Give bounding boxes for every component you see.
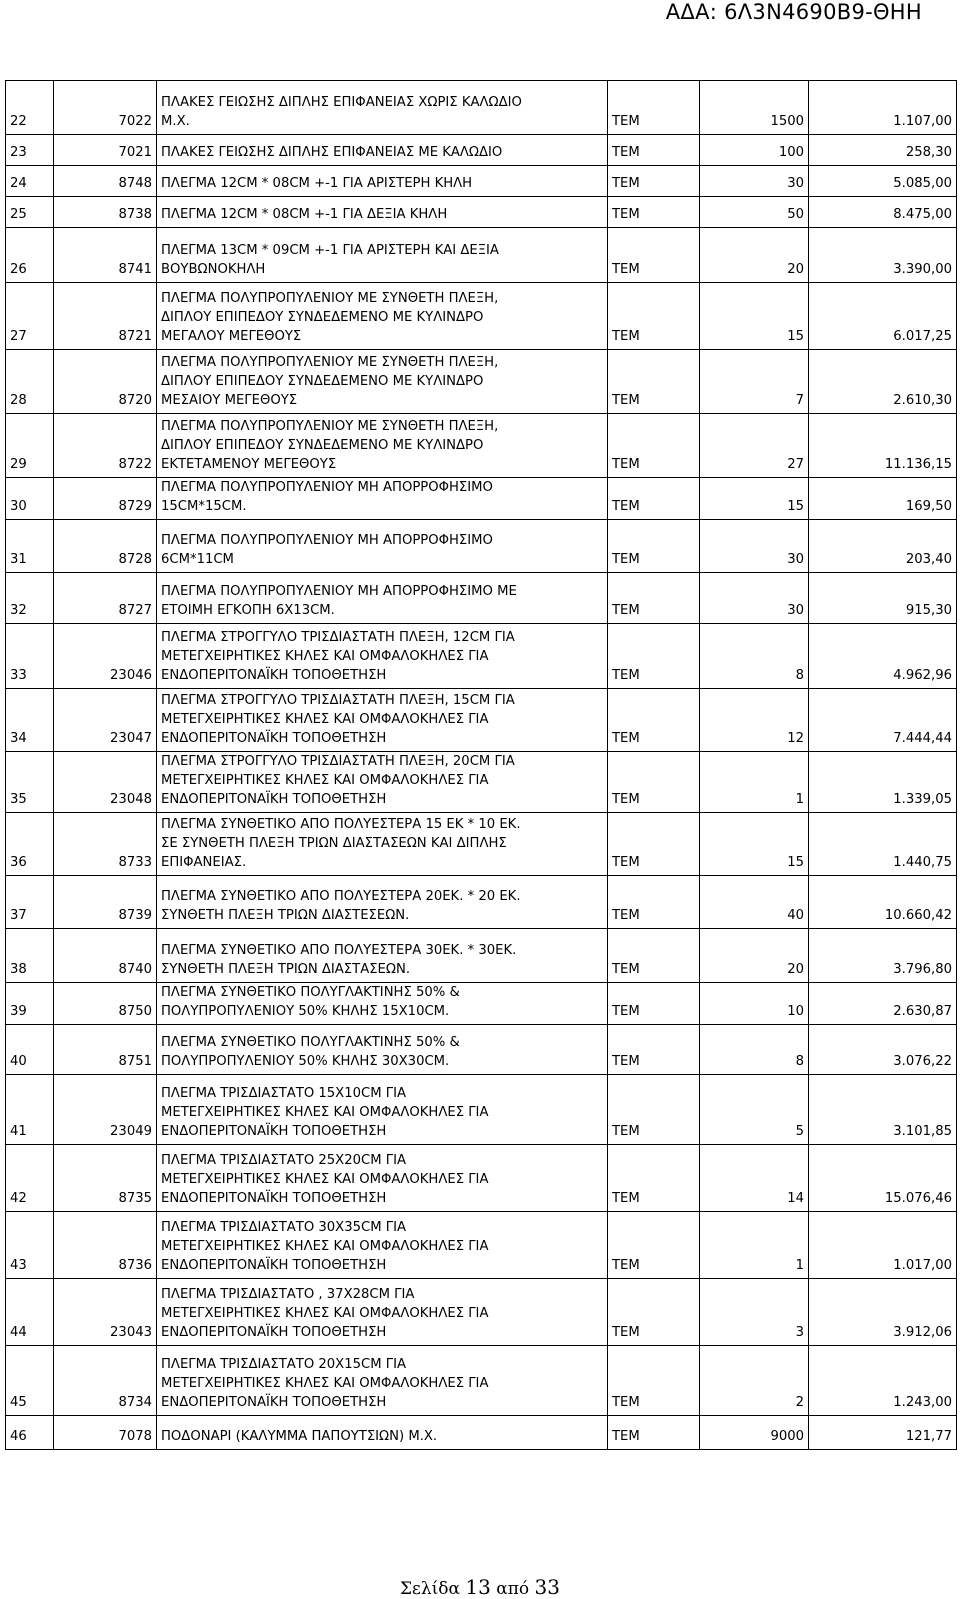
item-unit: ΤΕΜ — [608, 1416, 700, 1450]
table-row — [6, 624, 957, 689]
item-description: ΠΛΕΓΜΑ ΠΟΛΥΠΡΟΠΥΛΕΝΙΟΥ ΜΕ ΣΥΝΘΕΤΗ ΠΛΕΞΗ, ΔΙΠΛΟΥ ΕΠΙΠΕΔΟΥ ΣΥΝΔΕΔΕΜΕΝΟ ΜΕ ΚΥΛΙΝΔΡΟ ΜΕΣΑΙΟΥ ΜΕΓΕΘΟΥΣ — [157, 350, 608, 414]
item-description: ΠΛΕΓΜΑ ΤΡΙΣΔΙΑΣΤΑΤΟ 20Χ15CM ΓΙΑ ΜΕΤΕΓΧΕΙΡΗΤΙΚΕΣ ΚΗΛΕΣ ΚΑΙ ΟΜΦΑΛΟΚΗΛΕΣ ΓΙΑ ΕΝΔΟΠΕΡΙΤΟΝΑΪΚΗ ΤΟΠΟΘΕΤΗΣΗ — [157, 1346, 608, 1416]
item-code: 8751 — [54, 1025, 157, 1075]
item-price: 3.390,00 — [809, 228, 957, 283]
table-row — [6, 983, 957, 1025]
page-total: 33 — [534, 1575, 560, 1599]
table-row — [6, 166, 957, 197]
item-description: ΠΛΕΓΜΑ ΣΤΡΟΓΓΥΛΟ ΤΡΙΣΔΙΑΣΤΑΤΗ ΠΛΕΞΗ, 20CM ΓΙΑ ΜΕΤΕΓΧΕΙΡΗΤΙΚΕΣ ΚΗΛΕΣ ΚΑΙ ΟΜΦΑΛΟΚΗΛΕΣ ΓΙΑ ΕΝΔΟΠΕΡΙΤΟΝΑΪΚΗ ΤΟΠΟΘΕΤΗΣΗ — [157, 752, 608, 813]
table-row — [6, 135, 957, 166]
item-code: 7021 — [54, 135, 157, 166]
item-unit: ΤΕΜ — [608, 1025, 700, 1075]
item-description: ΠΛΕΓΜΑ ΠΟΛΥΠΡΟΠΥΛΕΝΙΟΥ ΜΕ ΣΥΝΘΕΤΗ ΠΛΕΞΗ, ΔΙΠΛΟΥ ΕΠΙΠΕΔΟΥ ΣΥΝΔΕΔΕΜΕΝΟ ΜΕ ΚΥΛΙΝΔΡΟ ΕΚΤΕΤΑΜΕΝΟΥ ΜΕΓΕΘΟΥΣ — [157, 414, 608, 478]
table-row — [6, 1025, 957, 1075]
item-price: 3.796,80 — [809, 929, 957, 983]
item-code: 8735 — [54, 1145, 157, 1212]
item-unit: ΤΕΜ — [608, 520, 700, 573]
item-quantity: 7 — [700, 350, 809, 414]
item-number: 35 — [6, 752, 54, 813]
item-number: 45 — [6, 1346, 54, 1416]
item-quantity: 30 — [700, 166, 809, 197]
table-row — [6, 350, 957, 414]
item-code: 8720 — [54, 350, 157, 414]
item-code: 8733 — [54, 813, 157, 876]
item-quantity: 50 — [700, 197, 809, 228]
item-number: 31 — [6, 520, 54, 573]
item-number: 41 — [6, 1075, 54, 1145]
item-price: 3.076,22 — [809, 1025, 957, 1075]
item-number: 30 — [6, 478, 54, 520]
item-description: ΠΛΕΓΜΑ ΣΥΝΘΕΤΙΚΟ ΑΠΟ ΠΟΛΥΕΣΤΕΡΑ 20ΕΚ. * 20 ΕΚ. ΣΥΝΘΕΤΗ ΠΛΕΞΗ ΤΡΙΩΝ ΔΙΑΣΤΕΣΕΩΝ. — [157, 876, 608, 929]
item-price: 1.440,75 — [809, 813, 957, 876]
item-code: 8736 — [54, 1212, 157, 1279]
item-code: 7078 — [54, 1416, 157, 1450]
item-unit: ΤΕΜ — [608, 166, 700, 197]
item-price: 2.630,87 — [809, 983, 957, 1025]
item-unit: ΤΕΜ — [608, 983, 700, 1025]
item-unit: ΤΕΜ — [608, 283, 700, 350]
page-of-label: από — [496, 1579, 530, 1599]
item-number: 44 — [6, 1279, 54, 1346]
table-row — [6, 197, 957, 228]
page-label: Σελίδα — [400, 1579, 460, 1599]
item-price: 1.243,00 — [809, 1346, 957, 1416]
item-code: 8722 — [54, 414, 157, 478]
item-quantity: 2 — [700, 1346, 809, 1416]
item-quantity: 20 — [700, 929, 809, 983]
item-price: 1.017,00 — [809, 1212, 957, 1279]
item-unit: ΤΕΜ — [608, 624, 700, 689]
item-code: 8741 — [54, 228, 157, 283]
item-code: 8738 — [54, 197, 157, 228]
item-price: 3.912,06 — [809, 1279, 957, 1346]
item-price: 169,50 — [809, 478, 957, 520]
item-unit: ΤΕΜ — [608, 414, 700, 478]
item-code: 23047 — [54, 689, 157, 752]
item-price: 203,40 — [809, 520, 957, 573]
page-number: 13 — [465, 1575, 491, 1599]
table-row — [6, 1279, 957, 1346]
table-row — [6, 752, 957, 813]
item-number: 23 — [6, 135, 54, 166]
item-number: 25 — [6, 197, 54, 228]
item-number: 28 — [6, 350, 54, 414]
item-quantity: 9000 — [700, 1416, 809, 1450]
item-unit: ΤΕΜ — [608, 81, 700, 135]
item-description: ΠΛΑΚΕΣ ΓΕΙΩΣΗΣ ΔΙΠΛΗΣ ΕΠΙΦΑΝΕΙΑΣ ΧΩΡΙΣ ΚΑΛΩΔΙΟ Μ.Χ. — [157, 81, 608, 135]
item-quantity: 1500 — [700, 81, 809, 135]
item-price: 15.076,46 — [809, 1145, 957, 1212]
item-description: ΠΛΕΓΜΑ ΤΡΙΣΔΙΑΣΤΑΤΟ 15Χ10CM ΓΙΑ ΜΕΤΕΓΧΕΙΡΗΤΙΚΕΣ ΚΗΛΕΣ ΚΑΙ ΟΜΦΑΛΟΚΗΛΕΣ ΓΙΑ ΕΝΔΟΠΕΡΙΤΟΝΑΪΚΗ ΤΟΠΟΘΕΤΗΣΗ — [157, 1075, 608, 1145]
table-row — [6, 283, 957, 350]
item-unit: ΤΕΜ — [608, 689, 700, 752]
item-unit: ΤΕΜ — [608, 228, 700, 283]
page-footer — [0, 1575, 960, 1599]
item-description: ΠΛΕΓΜΑ 12CM * 08CM +-1 ΓΙΑ ΔΕΞΙΑ ΚΗΛΗ — [157, 197, 608, 228]
item-quantity: 20 — [700, 228, 809, 283]
item-description: ΠΛΕΓΜΑ 13CM * 09CM +-1 ΓΙΑ ΑΡΙΣΤΕΡΗ ΚΑΙ ΔΕΞΙΑ ΒΟΥΒΩΝΟΚΗΛΗ — [157, 228, 608, 283]
item-quantity: 12 — [700, 689, 809, 752]
item-code: 8721 — [54, 283, 157, 350]
item-code: 23043 — [54, 1279, 157, 1346]
item-number: 33 — [6, 624, 54, 689]
item-number: 29 — [6, 414, 54, 478]
table-row — [6, 228, 957, 283]
item-quantity: 1 — [700, 752, 809, 813]
item-unit: ΤΕΜ — [608, 478, 700, 520]
item-number: 34 — [6, 689, 54, 752]
item-price: 121,77 — [809, 1416, 957, 1450]
item-code: 8750 — [54, 983, 157, 1025]
item-unit: ΤΕΜ — [608, 135, 700, 166]
item-number: 24 — [6, 166, 54, 197]
item-description: ΠΛΕΓΜΑ ΠΟΛΥΠΡΟΠΥΛΕΝΙΟΥ ΜΕ ΣΥΝΘΕΤΗ ΠΛΕΞΗ, ΔΙΠΛΟΥ ΕΠΙΠΕΔΟΥ ΣΥΝΔΕΔΕΜΕΝΟ ΜΕ ΚΥΛΙΝΔΡΟ ΜΕΓΑΛΟΥ ΜΕΓΕΘΟΥΣ — [157, 283, 608, 350]
item-number: 32 — [6, 573, 54, 624]
table-row — [6, 414, 957, 478]
item-number: 38 — [6, 929, 54, 983]
item-unit: ΤΕΜ — [608, 1075, 700, 1145]
ada-code: ΑΔΑ: 6Λ3Ν4690Β9-ΘΗΗ — [665, 0, 922, 24]
item-description: ΠΛΑΚΕΣ ΓΕΙΩΣΗΣ ΔΙΠΛΗΣ ΕΠΙΦΑΝΕΙΑΣ ΜΕ ΚΑΛΩΔΙΟ — [157, 135, 608, 166]
table-row — [6, 81, 957, 135]
item-description: ΠΛΕΓΜΑ ΣΤΡΟΓΓΥΛΟ ΤΡΙΣΔΙΑΣΤΑΤΗ ΠΛΕΞΗ, 12CM ΓΙΑ ΜΕΤΕΓΧΕΙΡΗΤΙΚΕΣ ΚΗΛΕΣ ΚΑΙ ΟΜΦΑΛΟΚΗΛΕΣ ΓΙΑ ΕΝΔΟΠΕΡΙΤΟΝΑΪΚΗ ΤΟΠΟΘΕΤΗΣΗ — [157, 624, 608, 689]
table-row — [6, 689, 957, 752]
item-description: ΠΛΕΓΜΑ ΠΟΛΥΠΡΟΠΥΛΕΝΙΟΥ ΜΗ ΑΠΟΡΡΟΦΗΣΙΜΟ 6CM*11CM — [157, 520, 608, 573]
item-code: 8729 — [54, 478, 157, 520]
item-price: 6.017,25 — [809, 283, 957, 350]
item-quantity: 1 — [700, 1212, 809, 1279]
table-row — [6, 1212, 957, 1279]
item-description: ΠΛΕΓΜΑ ΤΡΙΣΔΙΑΣΤΑΤΟ 30Χ35CM ΓΙΑ ΜΕΤΕΓΧΕΙΡΗΤΙΚΕΣ ΚΗΛΕΣ ΚΑΙ ΟΜΦΑΛΟΚΗΛΕΣ ΓΙΑ ΕΝΔΟΠΕΡΙΤΟΝΑΪΚΗ ΤΟΠΟΘΕΤΗΣΗ — [157, 1212, 608, 1279]
item-description: ΠΟΔΟΝΑΡΙ (ΚΑΛΥΜΜΑ ΠΑΠΟΥΤΣΙΩΝ) Μ.Χ. — [157, 1416, 608, 1450]
table-row — [6, 478, 957, 520]
item-quantity: 40 — [700, 876, 809, 929]
item-price: 7.444,44 — [809, 689, 957, 752]
item-quantity: 27 — [700, 414, 809, 478]
item-code: 8734 — [54, 1346, 157, 1416]
items-table-body — [6, 81, 957, 1450]
item-quantity: 8 — [700, 624, 809, 689]
item-number: 22 — [6, 81, 54, 135]
item-unit: ΤΕΜ — [608, 1212, 700, 1279]
item-code: 8748 — [54, 166, 157, 197]
item-price: 1.339,05 — [809, 752, 957, 813]
item-price: 915,30 — [809, 573, 957, 624]
item-quantity: 30 — [700, 573, 809, 624]
table-row — [6, 1075, 957, 1145]
item-number: 26 — [6, 228, 54, 283]
item-price: 258,30 — [809, 135, 957, 166]
item-unit: ΤΕΜ — [608, 1279, 700, 1346]
item-description: ΠΛΕΓΜΑ ΠΟΛΥΠΡΟΠΥΛΕΝΙΟΥ ΜΗ ΑΠΟΡΡΟΦΗΣΙΜΟ ΜΕ ΕΤΟΙΜΗ ΕΓΚΟΠΗ 6Χ13CM. — [157, 573, 608, 624]
item-code: 8739 — [54, 876, 157, 929]
table-row — [6, 573, 957, 624]
item-unit: ΤΕΜ — [608, 752, 700, 813]
item-code: 8727 — [54, 573, 157, 624]
item-quantity: 3 — [700, 1279, 809, 1346]
item-price: 11.136,15 — [809, 414, 957, 478]
item-price: 5.085,00 — [809, 166, 957, 197]
item-unit: ΤΕΜ — [608, 876, 700, 929]
item-price: 10.660,42 — [809, 876, 957, 929]
item-description: ΠΛΕΓΜΑ 12CM * 08CM +-1 ΓΙΑ ΑΡΙΣΤΕΡΗ ΚΗΛΗ — [157, 166, 608, 197]
table-row — [6, 520, 957, 573]
table-row — [6, 1145, 957, 1212]
item-quantity: 15 — [700, 813, 809, 876]
table-row — [6, 1346, 957, 1416]
item-unit: ΤΕΜ — [608, 197, 700, 228]
item-number: 39 — [6, 983, 54, 1025]
item-number: 46 — [6, 1416, 54, 1450]
item-description: ΠΛΕΓΜΑ ΤΡΙΣΔΙΑΣΤΑΤΟ 25Χ20CM ΓΙΑ ΜΕΤΕΓΧΕΙΡΗΤΙΚΕΣ ΚΗΛΕΣ ΚΑΙ ΟΜΦΑΛΟΚΗΛΕΣ ΓΙΑ ΕΝΔΟΠΕΡΙΤΟΝΑΪΚΗ ΤΟΠΟΘΕΤΗΣΗ — [157, 1145, 608, 1212]
table-row — [6, 813, 957, 876]
item-quantity: 15 — [700, 283, 809, 350]
item-unit: ΤΕΜ — [608, 1145, 700, 1212]
item-quantity: 15 — [700, 478, 809, 520]
item-quantity: 5 — [700, 1075, 809, 1145]
item-number: 40 — [6, 1025, 54, 1075]
item-number: 42 — [6, 1145, 54, 1212]
items-table — [5, 80, 957, 1450]
item-code: 23046 — [54, 624, 157, 689]
item-price: 1.107,00 — [809, 81, 957, 135]
item-code: 8740 — [54, 929, 157, 983]
item-unit: ΤΕΜ — [608, 350, 700, 414]
item-price: 2.610,30 — [809, 350, 957, 414]
item-description: ΠΛΕΓΜΑ ΣΥΝΘΕΤΙΚΟ ΑΠΟ ΠΟΛΥΕΣΤΕΡΑ 30ΕΚ. * 30ΕΚ. ΣΥΝΘΕΤΗ ΠΛΕΞΗ ΤΡΙΩΝ ΔΙΑΣΤΑΣΕΩΝ. — [157, 929, 608, 983]
table-row — [6, 1416, 957, 1450]
item-quantity: 10 — [700, 983, 809, 1025]
item-code: 23049 — [54, 1075, 157, 1145]
item-quantity: 8 — [700, 1025, 809, 1075]
item-description: ΠΛΕΓΜΑ ΣΤΡΟΓΓΥΛΟ ΤΡΙΣΔΙΑΣΤΑΤΗ ΠΛΕΞΗ, 15CM ΓΙΑ ΜΕΤΕΓΧΕΙΡΗΤΙΚΕΣ ΚΗΛΕΣ ΚΑΙ ΟΜΦΑΛΟΚΗΛΕΣ ΓΙΑ ΕΝΔΟΠΕΡΙΤΟΝΑΪΚΗ ΤΟΠΟΘΕΤΗΣΗ — [157, 689, 608, 752]
item-price: 4.962,96 — [809, 624, 957, 689]
item-description: ΠΛΕΓΜΑ ΤΡΙΣΔΙΑΣΤΑΤΟ , 37Χ28CM ΓΙΑ ΜΕΤΕΓΧΕΙΡΗΤΙΚΕΣ ΚΗΛΕΣ ΚΑΙ ΟΜΦΑΛΟΚΗΛΕΣ ΓΙΑ ΕΝΔΟΠΕΡΙΤΟΝΑΪΚΗ ΤΟΠΟΘΕΤΗΣΗ — [157, 1279, 608, 1346]
item-description: ΠΛΕΓΜΑ ΣΥΝΘΕΤΙΚΟ ΑΠΟ ΠΟΛΥΕΣΤΕΡΑ 15 ΕΚ * 10 ΕΚ. ΣΕ ΣΥΝΘΕΤΗ ΠΛΕΞΗ ΤΡΙΩΝ ΔΙΑΣΤΑΣΕΩΝ ΚΑΙ ΔΙΠΛΗΣ ΕΠΙΦΑΝΕΙΑΣ. — [157, 813, 608, 876]
item-quantity: 14 — [700, 1145, 809, 1212]
item-unit: ΤΕΜ — [608, 813, 700, 876]
item-quantity: 100 — [700, 135, 809, 166]
item-number: 43 — [6, 1212, 54, 1279]
item-number: 36 — [6, 813, 54, 876]
item-number: 27 — [6, 283, 54, 350]
item-number: 37 — [6, 876, 54, 929]
item-unit: ΤΕΜ — [608, 929, 700, 983]
item-unit: ΤΕΜ — [608, 1346, 700, 1416]
item-code: 7022 — [54, 81, 157, 135]
item-price: 3.101,85 — [809, 1075, 957, 1145]
item-code: 23048 — [54, 752, 157, 813]
item-description: ΠΛΕΓΜΑ ΣΥΝΘΕΤΙΚΟ ΠΟΛΥΓΛΑΚΤΙΝΗΣ 50% & ΠΟΛΥΠΡΟΠΥΛΕΝΙΟΥ 50% ΚΗΛΗΣ 30Χ30CM. — [157, 1025, 608, 1075]
table-row — [6, 876, 957, 929]
item-code: 8728 — [54, 520, 157, 573]
table-row — [6, 929, 957, 983]
item-description: ΠΛΕΓΜΑ ΣΥΝΘΕΤΙΚΟ ΠΟΛΥΓΛΑΚΤΙΝΗΣ 50% & ΠΟΛΥΠΡΟΠΥΛΕΝΙΟΥ 50% ΚΗΛΗΣ 15Χ10CM. — [157, 983, 608, 1025]
item-quantity: 30 — [700, 520, 809, 573]
item-unit: ΤΕΜ — [608, 573, 700, 624]
item-price: 8.475,00 — [809, 197, 957, 228]
item-description: ΠΛΕΓΜΑ ΠΟΛΥΠΡΟΠΥΛΕΝΙΟΥ ΜΗ ΑΠΟΡΡΟΦΗΣΙΜΟ 15CM*15CM. — [157, 478, 608, 520]
